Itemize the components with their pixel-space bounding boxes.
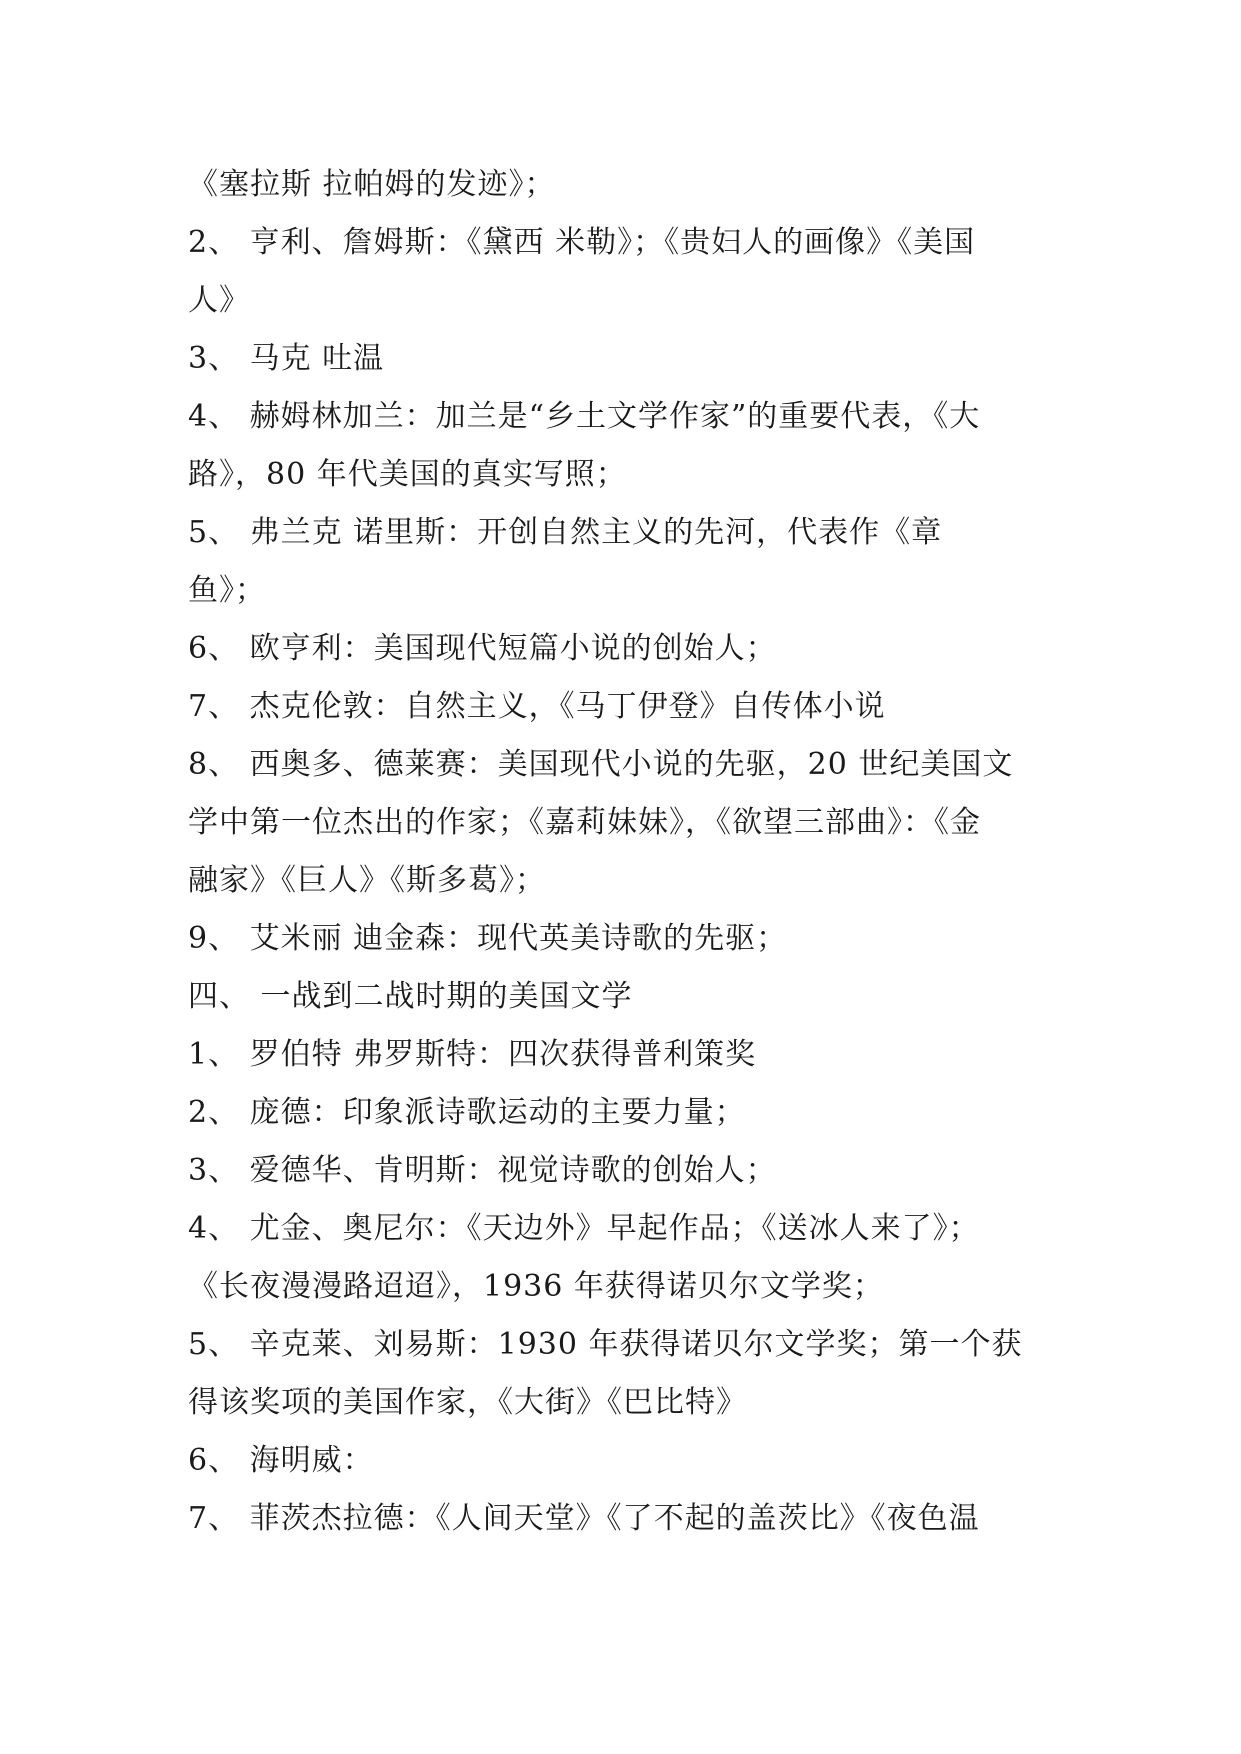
- text-line: 4、 尤金、奥尼尔：《天边外》早起作品；《送冰人来了》；: [188, 1211, 980, 1246]
- text-line: 3、 马克 吐温: [188, 341, 385, 376]
- text-line: 5、 弗兰克 诺里斯：开创自然主义的先河，代表作《章: [188, 515, 943, 550]
- text-line: 4、 赫姆林加兰：加兰是“乡土文学作家”的重要代表，《大: [188, 399, 981, 434]
- section-heading: 四、 一战到二战时期的美国文学: [188, 979, 633, 1014]
- text-line: 得该奖项的美国作家，《大街》《巴比特》: [188, 1385, 747, 1420]
- text-line: 5、 辛克莱、刘易斯：1930 年获得诺贝尔文学奖；第一个获: [188, 1327, 1023, 1362]
- text-line: 2、 庞德：印象派诗歌运动的主要力量；: [188, 1095, 746, 1130]
- text-line: 6、 欧亨利：美国现代短篇小说的创始人；: [188, 631, 777, 666]
- document-body: [188, 156, 1058, 1548]
- text-line: 8、 西奥多、德莱赛：美国现代小说的先驱，20 世纪美国文: [188, 747, 1014, 782]
- text-line: 融家》《巨人》《斯多葛》；: [188, 863, 546, 898]
- text-line: 路》，80 年代美国的真实写照；: [188, 457, 627, 492]
- text-line: 3、 爱德华、肯明斯：视觉诗歌的创始人；: [188, 1153, 777, 1188]
- text-line: 《长夜漫漫路迢迢》，1936 年获得诺贝尔文学奖；: [188, 1269, 884, 1304]
- text-line: 1、 罗伯特 弗罗斯特：四次获得普利策奖: [188, 1037, 757, 1072]
- text-line: 人》: [188, 283, 250, 318]
- text-line: 2、 亨利、詹姆斯：《黛西 米勒》；《贵妇人的画像》《美国: [188, 225, 976, 260]
- text-line: 学中第一位杰出的作家；《嘉莉妹妹》，《欲望三部曲》：《金: [188, 805, 981, 840]
- text-line: 7、 菲茨杰拉德：《人间天堂》《了不起的盖茨比》《夜色温: [188, 1501, 980, 1536]
- text-line: 鱼》；: [188, 573, 266, 608]
- text-line: 《塞拉斯 拉帕姆的发迹》；: [188, 167, 556, 202]
- text-line: 9、 艾米丽 迪金森：现代英美诗歌的先驱；: [188, 921, 788, 956]
- text-line: 7、 杰克伦敦：自然主义，《马丁伊登》自传体小说: [188, 689, 886, 724]
- text-line: 6、 海明威：: [188, 1443, 374, 1478]
